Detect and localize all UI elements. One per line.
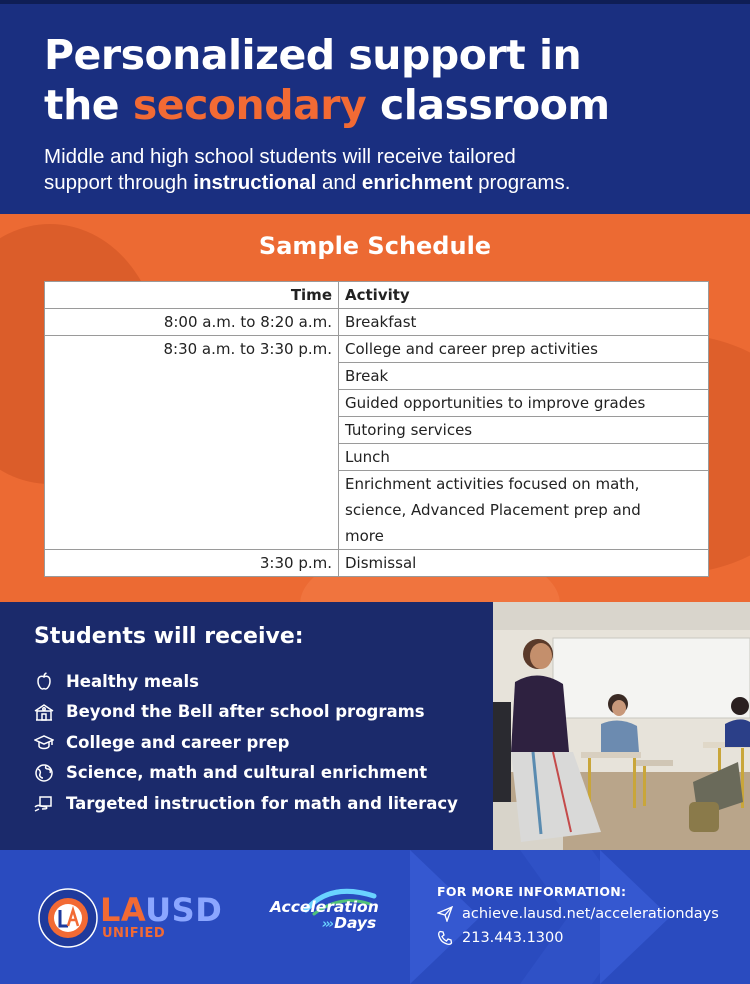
activity-cell: Tutoring services bbox=[339, 417, 709, 444]
list-item: Beyond the Bell after school programs bbox=[34, 697, 458, 728]
table-header-row bbox=[45, 282, 709, 309]
globe-icon bbox=[34, 763, 54, 783]
lausd-unified-text: UNIFIED bbox=[102, 926, 166, 941]
lausd-logo-text: LAUSD bbox=[100, 891, 223, 929]
col-header-activity: Activity bbox=[339, 282, 709, 309]
table-row bbox=[45, 336, 709, 363]
hand-book-icon bbox=[34, 793, 54, 813]
activity-cell: Break bbox=[339, 363, 709, 390]
schedule-title: Sample Schedule bbox=[258, 232, 492, 260]
send-icon bbox=[437, 906, 453, 922]
list-item: Healthy meals bbox=[34, 666, 458, 697]
classroom-photo bbox=[493, 602, 750, 850]
time-cell: 8:00 a.m. to 8:20 a.m. bbox=[45, 309, 339, 336]
acceleration-days-logo-line1: Acceleration bbox=[270, 898, 379, 916]
list-item: Targeted instruction for math and literacy bbox=[34, 788, 458, 819]
acceleration-days-logo-line2: ››› Days bbox=[322, 914, 377, 932]
schedule-section bbox=[0, 214, 750, 602]
lausd-seal-logo bbox=[38, 888, 98, 948]
activity-cell-multiline: Enrichment activities focused on math, science, Advanced Placement prep and more bbox=[339, 471, 709, 550]
header-banner bbox=[0, 0, 750, 214]
phone-number[interactable]: 213.443.1300 bbox=[437, 930, 563, 946]
activity-cell: Breakfast bbox=[339, 309, 709, 336]
title-accent-word: secondary bbox=[132, 81, 367, 129]
arrows-icon: ››› bbox=[322, 917, 333, 932]
footer bbox=[0, 850, 750, 984]
activity-cell: Guided opportunities to improve grades bbox=[339, 390, 709, 417]
school-building-icon bbox=[34, 702, 54, 722]
activity-cell: College and career prep activities bbox=[339, 336, 709, 363]
activity-cell: Lunch bbox=[339, 444, 709, 471]
col-header-time: Time bbox=[45, 282, 339, 309]
page-title-line1: Personalized support in bbox=[44, 31, 582, 79]
info-heading: FOR MORE INFORMATION: bbox=[437, 884, 627, 899]
benefits-list bbox=[34, 666, 458, 819]
time-cell: 3:30 p.m. bbox=[45, 550, 339, 577]
website-link[interactable]: achieve.lausd.net/accelerationdays bbox=[437, 906, 719, 922]
table-row bbox=[45, 309, 709, 336]
subtitle: Middle and high school students will receive tailored support through instructional and enrichment programs. bbox=[44, 145, 571, 194]
apple-icon bbox=[34, 671, 54, 691]
benefits-title: Students will receive: bbox=[34, 624, 304, 649]
list-item: College and career prep bbox=[34, 727, 458, 758]
schedule-table bbox=[44, 281, 709, 577]
graduation-cap-icon bbox=[34, 732, 54, 752]
list-item: Science, math and cultural enrichment bbox=[34, 758, 458, 789]
phone-icon bbox=[437, 930, 453, 946]
table-row bbox=[45, 550, 709, 577]
time-cell: 8:30 a.m. to 3:30 p.m. bbox=[45, 336, 339, 550]
page-title-line2: the secondary classroom bbox=[44, 81, 610, 129]
activity-cell: Dismissal bbox=[339, 550, 709, 577]
